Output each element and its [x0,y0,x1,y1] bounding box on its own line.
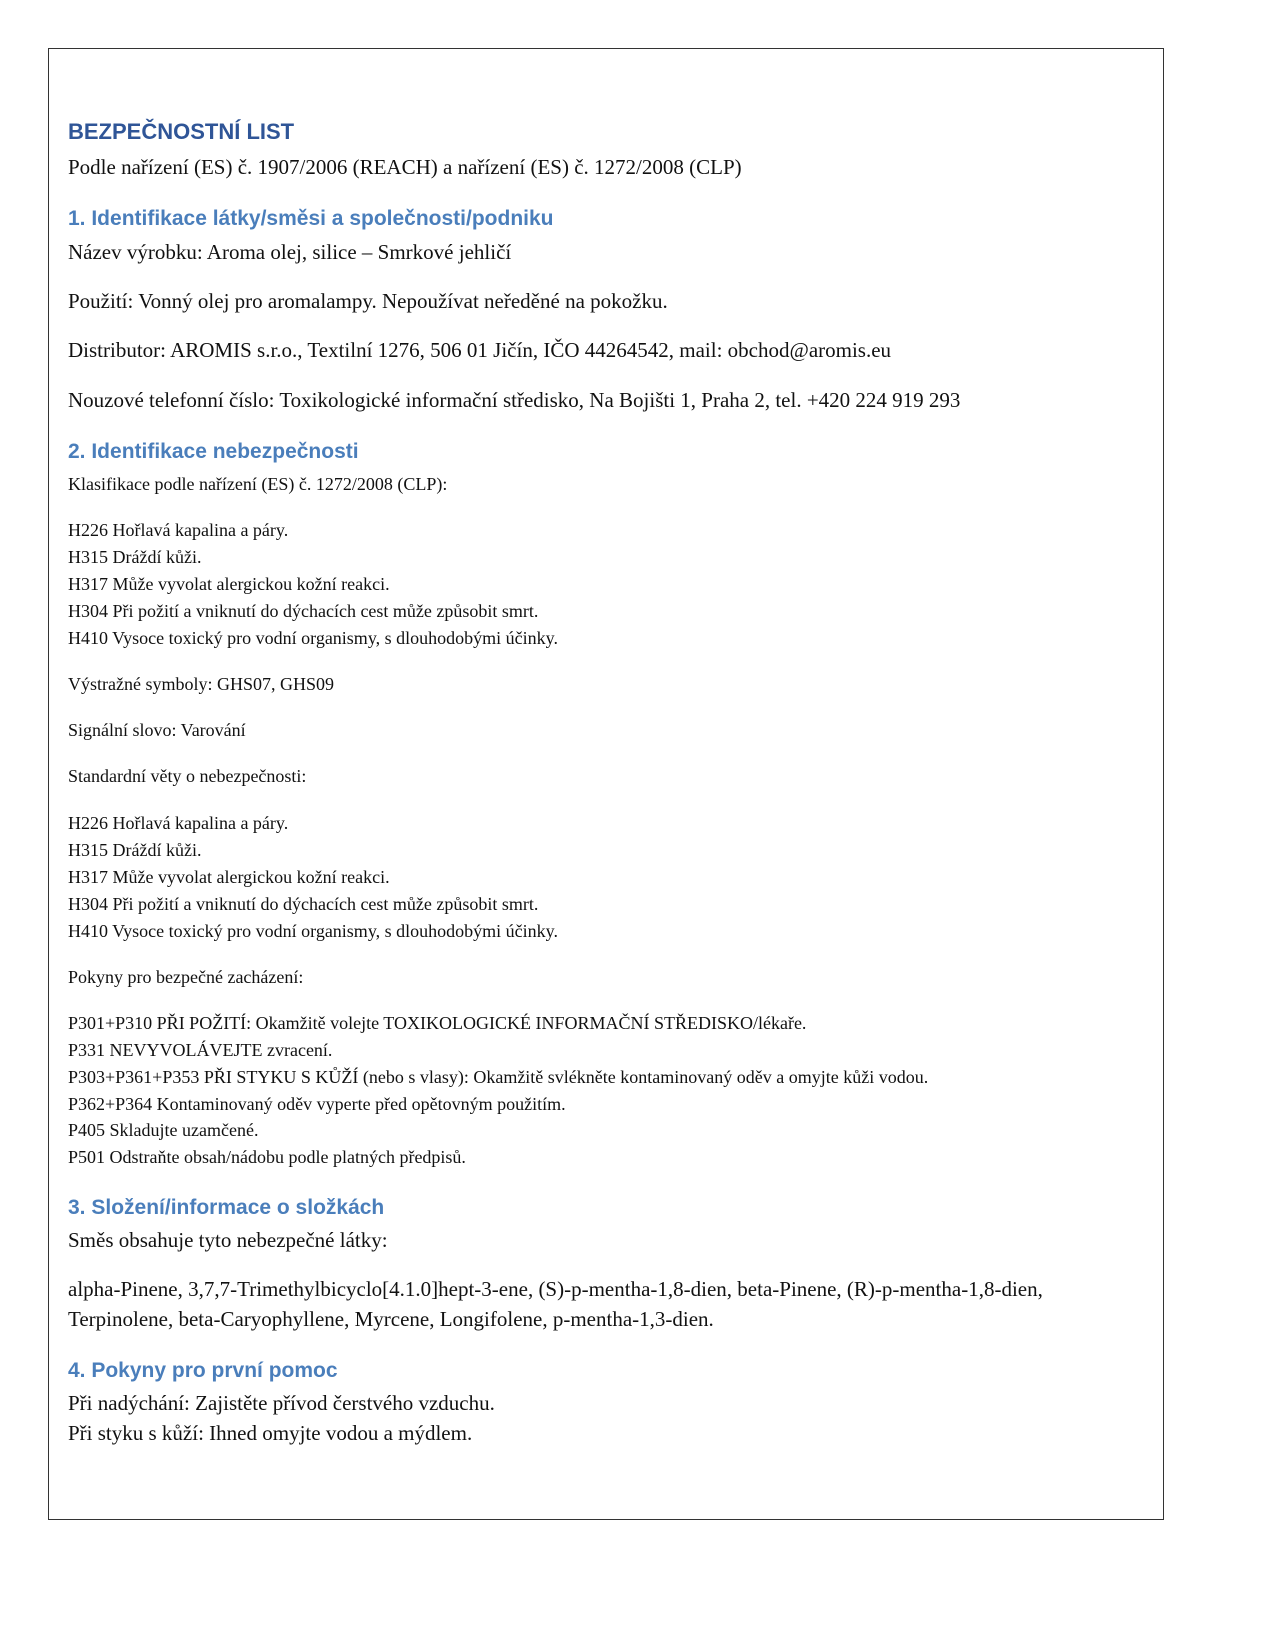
document-subtitle: Podle nařízení (ES) č. 1907/2006 (REACH) a nařízení (ES) č. 1272/2008 (CLP) [68,155,742,179]
section2-heading: 2. Identifikace nebezpečnosti [68,440,359,463]
substances-line: Terpinolene, beta-Caryophyllene, Myrcene, Longifolene, p-mentha-1,3-dien. [68,1307,714,1331]
hazard-item: H226 Hořlavá kapalina a páry. [68,813,289,833]
composition-intro: Směs obsahuje tyto nebezpečné látky: [68,1228,388,1252]
distributor: Distributor: AROMIS s.r.o., Textilní 1276, 506 01 Jičín, IČO 44264542, mail: obchod@aromis.eu [68,338,892,362]
document-title: BEZPEČNOSTNÍ LIST [68,119,295,144]
warning-symbols: Výstražné symboly: GHS07, GHS09 [68,674,334,694]
precaution-item: P362+P364 Kontaminovaný oděv vyperte před opětovným použitím. [68,1094,566,1114]
signal-word: Signální slovo: Varování [68,720,246,740]
section4-heading: 4. Pokyny pro první pomoc [68,1359,338,1382]
classification-item: H317 Může vyvolat alergickou kožní reakci. [68,574,390,594]
emergency-phone: Nouzové telefonní číslo: Toxikologické informační středisko, Na Bojišti 1, Praha 2, tel. +420 224 919 293 [68,388,961,412]
precaution-item: P301+P310 PŘI POŽITÍ: Okamžitě volejte TOXIKOLOGICKÉ INFORMAČNÍ STŘEDISKO/lékaře. [68,1013,807,1033]
classification-item: H410 Vysoce toxický pro vodní organismy, s dlouhodobými účinky. [68,628,558,648]
section1-heading: 1. Identifikace látky/směsi a společnosti/podniku [68,207,554,230]
substances-line: alpha-Pinene, 3,7,7-Trimethylbicyclo[4.1.0]hept-3-ene, (S)-p-mentha-1,8-dien, beta-Pinene, (R)-p-mentha-1,8-dien, [68,1277,1043,1301]
hazard-item: H315 Dráždí kůži. [68,840,202,860]
section3-heading: 3. Složení/informace o složkách [68,1196,385,1219]
product-name: Název výrobku: Aroma olej, silice – Smrkové jehličí [68,240,512,264]
product-use: Použití: Vonný olej pro aromalampy. Nepoužívat neředěné na pokožku. [68,289,668,313]
classification-label: Klasifikace podle nařízení (ES) č. 1272/2008 (CLP): [68,474,448,494]
precaution-item: P501 Odstraňte obsah/nádobu podle platných předpisů. [68,1147,466,1167]
classification-item: H315 Dráždí kůži. [68,547,202,567]
hazard-item: H304 Při požití a vniknutí do dýchacích cest může způsobit smrt. [68,894,539,914]
first-aid-inhalation: Při nadýchání: Zajistěte přívod čerstvého vzduchu. [68,1391,495,1415]
classification-item: H304 Při požití a vniknutí do dýchacích cest může způsobit smrt. [68,601,539,621]
hazard-item: H410 Vysoce toxický pro vodní organismy, s dlouhodobými účinky. [68,921,558,941]
hazard-item: H317 Může vyvolat alergickou kožní reakci. [68,867,390,887]
first-aid-skin: Při styku s kůží: Ihned omyjte vodou a mýdlem. [68,1421,473,1445]
hazard-label: Standardní věty o nebezpečnosti: [68,766,307,786]
classification-item: H226 Hořlavá kapalina a páry. [68,520,289,540]
precaution-item: P331 NEVYVOLÁVEJTE zvracení. [68,1040,333,1060]
precaution-item: P405 Skladujte uzamčené. [68,1120,259,1140]
precaution-item: P303+P361+P353 PŘI STYKU S KŮŽÍ (nebo s vlasy): Okamžitě svlékněte kontaminovaný oděv a omyjte kůži vodou. [68,1067,929,1087]
precaution-label: Pokyny pro bezpečné zacházení: [68,967,304,987]
